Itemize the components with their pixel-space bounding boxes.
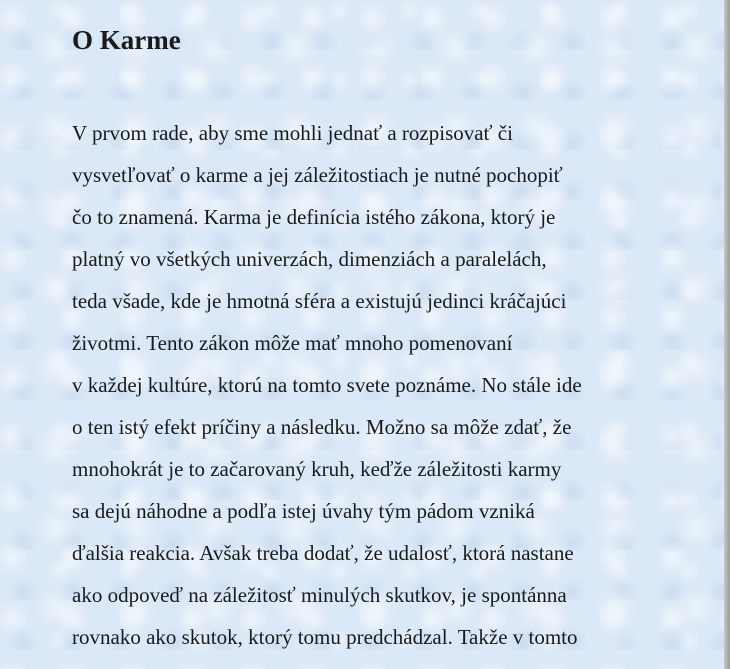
document-title: O Karme [72,25,181,55]
text-line: teda všade, kde je hmotná sféra a existujú jedinci kráčajúci [72,289,567,313]
text-line: mnohokrát je to začarovaný kruh, keďže záležitosti karmy [72,457,562,481]
text-line: o ten istý efekt príčiny a následku. Možno sa môže zdať, že [72,415,572,439]
text-line: rovnako ako skutok, ktorý tomu predchádzal. Takže v tomto [72,625,578,649]
text-line: sa dejú náhodne a podľa istej úvahy tým pádom vzniká [72,499,535,523]
text-line: ako odpoveď na záležitosť minulých skutkov, je spontánna [72,583,567,607]
document-body [72,112,672,658]
text-line: čo to znamená. Karma je definícia istého zákona, ktorý je [72,205,556,229]
text-line: ďalšia reakcia. Avšak treba dodať, že udalosť, ktorá nastane [72,541,574,565]
text-line: životmi. Tento zákon môže mať mnoho pomenovaní [72,331,513,355]
document-page [72,22,672,658]
text-line: V prvom rade, aby sme mohli jednať a rozpisovať či [72,121,513,145]
text-line: v každej kultúre, ktorú na tomto svete poznáme. No stále ide [72,373,582,397]
text-line: vysvetľovať o karme a jej záležitostiach je nutné pochopiť [72,163,563,187]
page-edge [724,0,730,669]
text-line: platný vo všetkých univerzách, dimenziách a paralelách, [72,247,547,271]
